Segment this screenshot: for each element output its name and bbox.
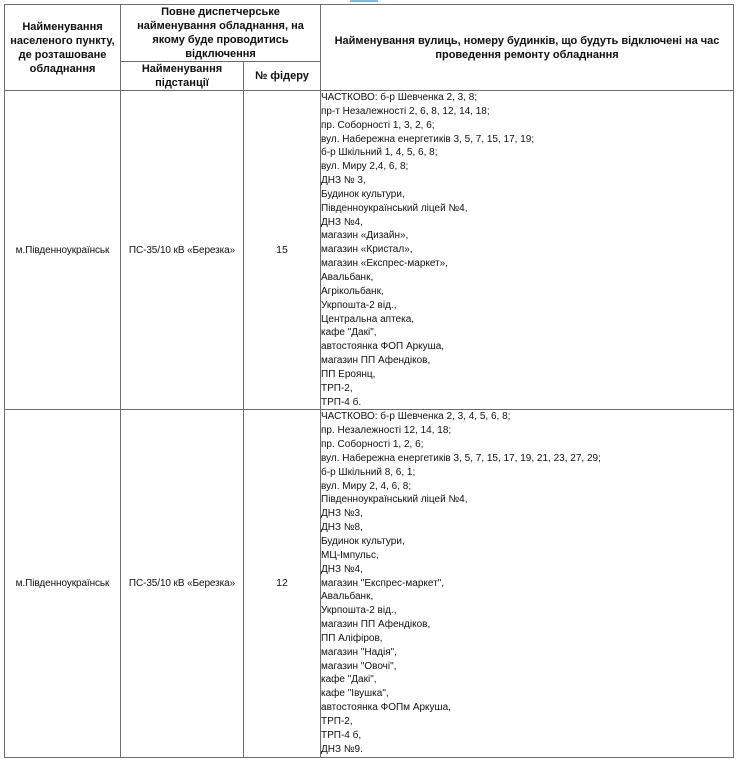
- streets-cell: [321, 410, 734, 757]
- address-line: Агрікольбанк,: [321, 285, 384, 297]
- address-line: ДНЗ №3,: [321, 508, 363, 520]
- address-line: ДНЗ №4,: [321, 563, 363, 575]
- header-feeder: № фідеру: [244, 62, 321, 91]
- header-substation: Найменування підстанції: [121, 62, 244, 91]
- address-line: вул. Набережна енергетиків 3, 5, 7, 15, 17, 19;: [321, 133, 535, 145]
- feeder-number-cell: 15: [244, 91, 321, 410]
- address-line: кафе "Дакі",: [321, 674, 377, 686]
- address-line: вул. Миру 2,4, 6, 8;: [321, 161, 409, 173]
- address-line: пр. Соборності 1, 3, 2, 6;: [321, 119, 435, 131]
- substation-cell: ПС-35/10 кВ «Березка»: [121, 410, 244, 757]
- address-line: ТРП-2,: [321, 382, 353, 394]
- address-line: б-р Шкільний 1, 4, 5, 6, 8;: [321, 147, 438, 159]
- address-line: ДНЗ №9.: [321, 743, 363, 755]
- address-line: ДНЗ №8,: [321, 522, 363, 534]
- header-streets: Найменування вулиць, номеру будинків, що будуть відключені на час проведення ремонту обладнання: [321, 5, 734, 91]
- address-line: Укрпошта-2 від.,: [321, 605, 397, 617]
- address-line: кафе "Дакі",: [321, 327, 377, 339]
- header-settlement: Найменування населеного пункту, де розташоване обладнання: [5, 5, 121, 91]
- address-line: Південноукраїнський ліцей №4,: [321, 494, 468, 506]
- address-line: ТРП-4 б.: [321, 396, 362, 408]
- address-line: кафе "Івушка",: [321, 688, 389, 700]
- streets-cell: [321, 91, 734, 410]
- table-body: [5, 91, 734, 758]
- address-line: ПП Аліфіров,: [321, 632, 383, 644]
- header-dispatch-name: Повне диспетчерське найменування обладнання, на якому буде проводитись відключення: [121, 5, 321, 62]
- address-line: магазин ПП Афендіков,: [321, 355, 431, 367]
- address-line: Будинок культури,: [321, 536, 405, 547]
- feeder-number-cell: 12: [244, 410, 321, 757]
- address-line: Авальбанк,: [321, 271, 374, 283]
- address-line: автостоянка ФОП Аркуша,: [321, 341, 445, 353]
- address-line: пр. Незалежності 12, 14, 18;: [321, 425, 452, 437]
- outage-schedule-table: [4, 4, 734, 758]
- address-line: Центральна аптека,: [321, 313, 415, 325]
- address-line: ЧАСТКОВО: б-р Шевченка 2, 3, 8;: [321, 92, 478, 103]
- address-line: магазин "Овочі",: [321, 660, 397, 672]
- address-line: вул. Миру 2, 4, 6, 8;: [321, 480, 412, 492]
- address-line: ЧАСТКОВО: б-р Шевченка 2, 3, 4, 5, 6, 8;: [321, 411, 511, 423]
- address-line: автостоянка ФОПм Аркуша,: [321, 702, 451, 714]
- settlement-cell: м.Південноукраїнськ: [5, 410, 121, 757]
- table-row: [5, 91, 734, 410]
- address-line: магазин "Надія",: [321, 646, 397, 658]
- address-line: ПП Ероянц,: [321, 368, 376, 380]
- address-line: пр-т Незалежності 2, 6, 8, 12, 14, 18;: [321, 105, 490, 117]
- header-row-top: [5, 5, 734, 62]
- address-line: Будинок культури,: [321, 188, 405, 200]
- table-row: [5, 410, 734, 757]
- address-line: ДНЗ №4,: [321, 216, 363, 228]
- substation-cell: ПС-35/10 кВ «Березка»: [121, 91, 244, 410]
- address-line: магазин «Кристал»,: [321, 244, 413, 256]
- address-line: б-р Шкільний 8, 6, 1;: [321, 466, 416, 478]
- address-line: Укрпошта-2 від.,: [321, 299, 397, 311]
- address-line: магазин ПП Афендіков,: [321, 619, 431, 631]
- address-line: ТРП-2,: [321, 715, 353, 727]
- address-line: вул. Набережна енергетиків 3, 5, 7, 15, 17, 19, 21, 23, 27, 29;: [321, 452, 601, 464]
- address-line: Авальбанк,: [321, 591, 374, 603]
- address-line: магазин "Експрес-маркет",: [321, 577, 444, 589]
- address-line: пр. Соборності 1, 2, 6;: [321, 439, 424, 451]
- top-cut-mark: [350, 0, 378, 2]
- address-line: магазин «Дизайн»,: [321, 230, 409, 242]
- address-line: ТРП-4 б,: [321, 729, 362, 741]
- address-line: магазин «Експрес-маркет»,: [321, 258, 449, 270]
- address-line: Південноукраїнський ліцей №4,: [321, 202, 468, 214]
- settlement-cell: м.Південноукраїнськ: [5, 91, 121, 410]
- address-line: МЦ-Імпульс,: [321, 549, 379, 561]
- address-line: ДНЗ № 3,: [321, 175, 366, 187]
